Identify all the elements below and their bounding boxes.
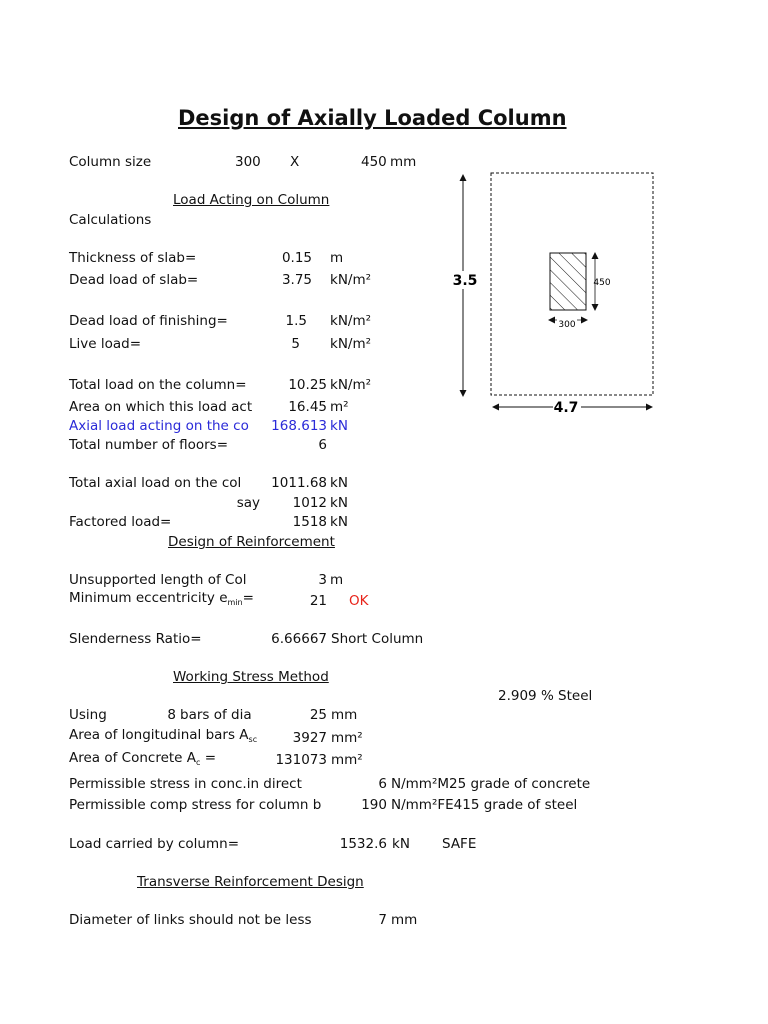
column-section bbox=[550, 253, 586, 310]
total-axial-value: 1011.68 bbox=[271, 475, 327, 491]
unsupported-value: 3 bbox=[318, 572, 327, 588]
column-depth-value: 450 bbox=[361, 154, 387, 170]
eccentricity-status: OK bbox=[349, 593, 369, 609]
bars-of-dia-label: bars of dia bbox=[180, 707, 252, 723]
load-carried-status: SAFE bbox=[442, 836, 477, 852]
asc-value: 3927 bbox=[292, 730, 327, 746]
wsm-heading: Working Stress Method bbox=[173, 669, 329, 685]
live-load-unit: kN/m² bbox=[330, 336, 372, 352]
column-plan-diagram bbox=[440, 160, 670, 420]
floors-label: Total number of floors= bbox=[69, 437, 229, 453]
width-dimension-label: 4.7 bbox=[553, 400, 579, 416]
bar-count: 8 bbox=[167, 707, 176, 723]
column-depth-label: 450 bbox=[593, 278, 611, 288]
slab-thickness-label: Thickness of slab= bbox=[69, 250, 197, 266]
dead-load-finishing-label: Dead load of finishing= bbox=[69, 313, 228, 329]
total-axial-unit: kN bbox=[330, 475, 348, 491]
dead-load-finishing-unit: kN/m² bbox=[330, 313, 372, 329]
links-label: Diameter of links should not be less bbox=[69, 912, 312, 928]
ac-unit: mm² bbox=[331, 752, 363, 768]
transverse-heading: Transverse Reinforcement Design bbox=[137, 874, 364, 890]
total-load-label: Total load on the column= bbox=[69, 377, 247, 393]
ac-label: Area of Concrete $A_c$ = bbox=[69, 750, 217, 767]
say-value: 1012 bbox=[292, 495, 327, 511]
perm-steel-label: Permissible comp stress for column b bbox=[69, 797, 322, 813]
column-size-unit: mm bbox=[390, 154, 417, 170]
asc-label: Area of longitudinal bars $A_{sc}$ bbox=[69, 727, 258, 744]
area-load-unit: m² bbox=[330, 399, 349, 415]
slab-thickness-value: 0.15 bbox=[281, 250, 312, 266]
page-title: Design of Axially Loaded Column bbox=[178, 106, 567, 130]
column-width-label: 300 bbox=[558, 320, 576, 330]
calculations-label: Calculations bbox=[69, 212, 152, 228]
eccentricity-label: Minimum eccentricity $e_{min}=$ bbox=[69, 590, 254, 607]
using-label: Using bbox=[69, 707, 107, 723]
area-load-label: Area on which this load act bbox=[69, 399, 253, 415]
axial-load-label: Axial load acting on the co bbox=[69, 418, 249, 434]
steel-percentage: 2.909 % Steel bbox=[498, 688, 593, 704]
slenderness-result: Short Column bbox=[331, 631, 424, 647]
slab-thickness-unit: m bbox=[330, 250, 344, 266]
total-axial-label: Total axial load on the col bbox=[69, 475, 242, 491]
dead-load-slab-value: 3.75 bbox=[281, 272, 312, 288]
perm-steel-value: 190 bbox=[361, 797, 387, 813]
total-load-unit: kN/m² bbox=[330, 377, 372, 393]
perm-steel-unit: N/mm²FE415 grade of steel bbox=[391, 797, 578, 813]
load-carried-value: 1532.6 bbox=[339, 836, 387, 852]
asc-unit: mm² bbox=[331, 730, 363, 746]
bar-diameter: 25 bbox=[309, 707, 327, 723]
say-label: say bbox=[236, 495, 260, 511]
factored-unit: kN bbox=[330, 514, 348, 530]
perm-conc-label: Permissible stress in conc.in direct bbox=[69, 776, 302, 792]
load-carried-unit: kN bbox=[392, 836, 410, 852]
dead-load-slab-unit: kN/m² bbox=[330, 272, 372, 288]
say-unit: kN bbox=[330, 495, 348, 511]
axial-load-unit: kN bbox=[330, 418, 348, 434]
slenderness-value: 6.66667 bbox=[271, 631, 327, 647]
reinforcement-heading: Design of Reinforcement bbox=[168, 534, 335, 550]
unsupported-unit: m bbox=[330, 572, 344, 588]
total-load-value: 10.25 bbox=[288, 377, 327, 393]
factored-value: 1518 bbox=[292, 514, 327, 530]
perm-conc-unit: N/mm²M25 grade of concrete bbox=[391, 776, 591, 792]
column-width-value: 300 bbox=[235, 154, 261, 170]
live-load-value: 5 bbox=[291, 336, 300, 352]
load-carried-label: Load carried by column= bbox=[69, 836, 240, 852]
links-value: 7 bbox=[378, 912, 387, 928]
floors-value: 6 bbox=[318, 437, 327, 453]
column-size-label: Column size bbox=[69, 154, 152, 170]
live-load-label: Live load= bbox=[69, 336, 142, 352]
load-heading: Load Acting on Column bbox=[173, 192, 330, 208]
column-size-x: X bbox=[290, 154, 300, 170]
dead-load-finishing-value: 1.5 bbox=[285, 313, 307, 329]
height-dimension-label: 3.5 bbox=[452, 273, 478, 289]
factored-label: Factored load= bbox=[69, 514, 172, 530]
eccentricity-value: 21 bbox=[309, 593, 327, 609]
slenderness-label: Slenderness Ratio= bbox=[69, 631, 202, 647]
links-unit: mm bbox=[391, 912, 418, 928]
ac-value: 131073 bbox=[275, 752, 327, 768]
axial-load-value: 168.613 bbox=[271, 418, 327, 434]
dead-load-slab-label: Dead load of slab= bbox=[69, 272, 199, 288]
perm-conc-value: 6 bbox=[378, 776, 387, 792]
unsupported-label: Unsupported length of Col bbox=[69, 572, 247, 588]
area-load-value: 16.45 bbox=[288, 399, 327, 415]
bar-diameter-unit: mm bbox=[331, 707, 358, 723]
